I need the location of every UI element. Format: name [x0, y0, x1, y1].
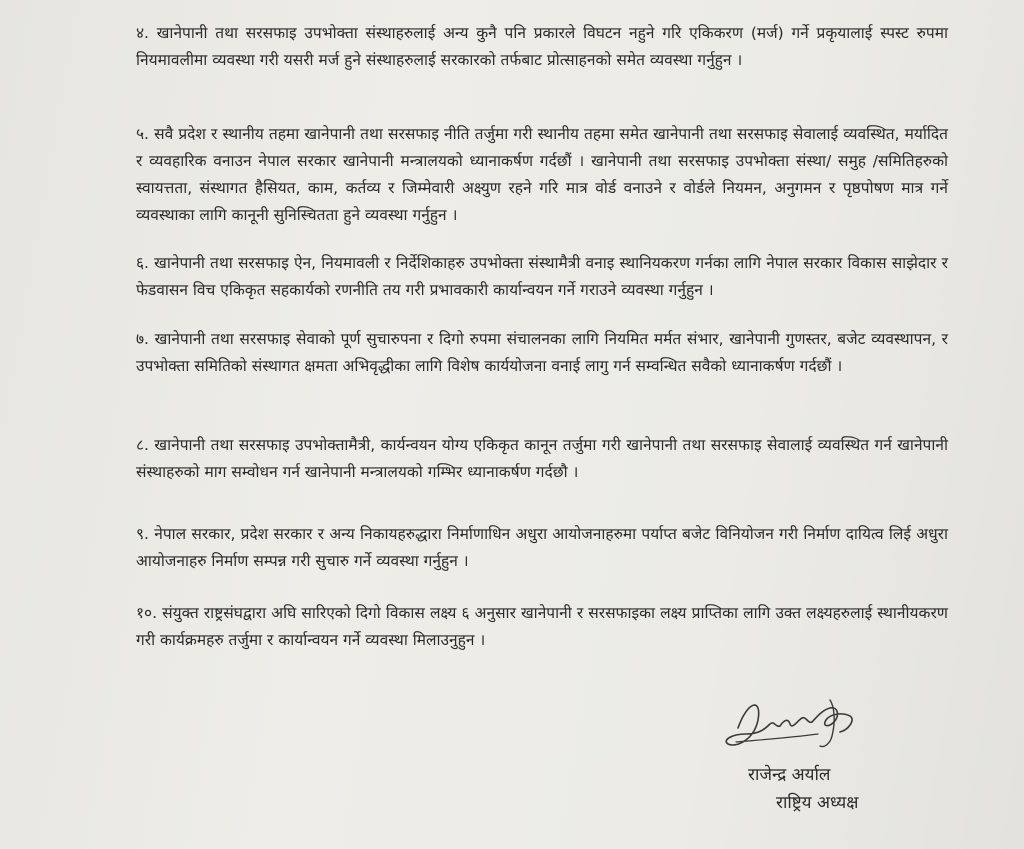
paragraph-5: ५. सवै प्रदेश र स्थानीय तहमा खानेपानी तथा सरसफाइ नीति तर्जुमा गरी स्थानीय तहमा समेत खानेपानी तथा सरसफाइ सेवालाई व्यवस्थित, मर्यादित र व्यवहारिक वनाउन नेपाल सरकार खानेपानी मन्त्रालयको ध्यानाकर्षण गर्दछौं । खानेपानी तथा सरसफाइ उपभोक्ता संस्था/ समुह /समितिहरुको स्वायत्तता, संस्थागत हैसियत, काम, कर्तव्य र जिम्मेवारी अक्ष्युण रहने गरि मात्र वोर्ड वनाउने र वोर्डले नियमन, अनुगमन र पृष्ठपोषण मात्र गर्ने व्यवस्थाका लागि कानूनी सुनिस्चितता हुने व्यवस्था गर्नुहुन ।	[136, 125, 948, 224]
paragraph-7: ७. खानेपानी तथा सरसफाइ सेवाको पूर्ण सुचारुपना र दिगो रुपमा संचालनका लागि नियमित मर्मत संभार, खानेपानी गुणस्तर, बजेट व्यवस्थापन, र उपभोक्ता समितिको संस्थागत क्षमता अभिवृद्धीका लागि विशेष कार्ययोजना वनाई लागु गर्न सम्वन्धित सवैको ध्यानाकर्षण गर्दछौं ।	[136, 330, 948, 375]
paragraph-6: ६. खानेपानी तथा सरसफाइ ऐन, नियमावली र निर्देशिकाहरु उपभोक्ता संस्थामैत्री वनाइ स्थानियकरण गर्नका लागि नेपाल सरकार विकास साझेदार र फेडवासन विच एकिकृत सहकार्यको रणनीति तय गरी प्रभावकारी कार्यान्वयन गर्ने गराउने व्यवस्था गर्नुहुन ।	[136, 254, 948, 299]
paragraph-4: ४. खानेपानी तथा सरसफाइ उपभोक्ता संस्थाहरुलाई अन्य कुनै पनि प्रकारले विघटन नहुने गरि एकिकरण (मर्ज) गर्ने प्रकृयालाई स्पस्ट रुपमा नियमावलीमा व्यवस्था गरी यसरी मर्ज हुने संस्थाहरुलाई सरकारको तर्फबाट प्रोत्साहनको समेत व्यवस्था गर्नुहुन ।	[136, 24, 948, 69]
signer-title: राष्ट्रिय अध्यक्ष	[776, 793, 859, 813]
signer-name: राजेन्द्र अर्याल	[748, 765, 831, 785]
paragraph-9: ९. नेपाल सरकार, प्रदेश सरकार र अन्य निकायहरुद्धारा निर्माणाधिन अधुरा आयोजनाहरुमा पर्याप्त बजेट विनियोजन गरी निर्माण दायित्व लिई अधुरा आयोजनाहरु निर्माण सम्पन्न गरी सुचारु गर्ने व्यवस्था गर्नुहुन ।	[136, 525, 948, 570]
paragraph-10: १०. संयुक्त राष्ट्रसंघद्वारा अघि सारिएको दिगो विकास लक्ष्य ६ अनुसार खानेपानी र सरसफाइका लक्ष्य प्राप्तिका लागि उक्त लक्ष्यहरुलाई स्थानीयकरण गरी कार्यक्रमहरु तर्जुमा र कार्यान्वयन गर्ने व्यवस्था मिलाउनुहुन ।	[136, 604, 948, 649]
handwritten-signature	[718, 690, 868, 760]
paragraph-8: ८. खानेपानी तथा सरसफाइ उपभोक्तामैत्री, कार्यन्वयन योग्य एकिकृत कानून तर्जुमा गरी खानेपानी तथा सरसफाइ सेवालाई व्यवस्थित गर्न खानेपानी संस्थाहरुको माग सम्वोधन गर्न खानेपानी मन्त्रालयको गम्भिर ध्यानाकर्षण गर्दछौ ।	[136, 436, 948, 481]
signature-block	[700, 690, 940, 840]
